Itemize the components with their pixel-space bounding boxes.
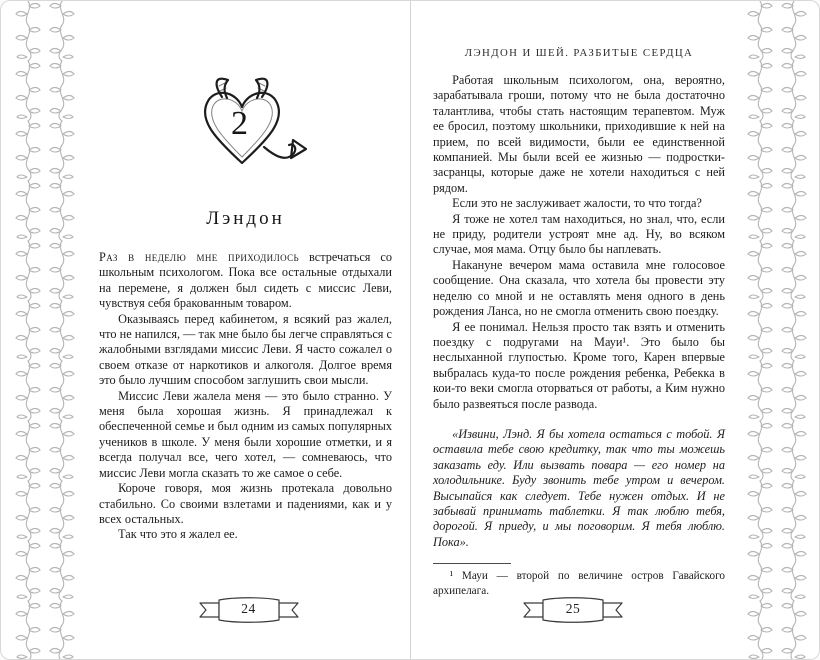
chapter-number: 2: [231, 105, 248, 142]
right-page-text: [433, 73, 725, 598]
left-page: [87, 1, 410, 659]
paragraph: Короче говоря, моя жизнь протекала довольно стабильно. Со своими взлетами и падениями, как и у всех остальных.: [99, 481, 392, 526]
paragraph: Так что это я жалел ее.: [118, 527, 238, 542]
page-number: 25: [565, 601, 581, 617]
chapter-head: [99, 73, 392, 230]
paragraph: Работая школьным психологом, она, вероятно, зарабатывала гроши, потому что не была достаточно талантлива, чтобы стать настоящим терапевтом. Муж ее бросил, поэтому школьники, приходившие к ней на прием, по всей видимости, были ее единственной компанией. Мы были всей ее жизнью — подростки-засранцы, которые даже не хотели находиться с ней рядом.: [433, 73, 725, 195]
paragraph: Я ее понимал. Нельзя просто так взять и отменить поездку с подругами на Мауи¹. Это было бы неслыханной глупостью. Кроме того, Карен впервые выбралась куда-то после рождения ребенка, Ребекка в кои-то веки смогла оторваться от работы, а Ким нужно было развеяться после развода.: [433, 319, 725, 411]
quote-paragraph: «Извини, Лэнд. Я бы хотела остаться с тобой. Я оставила тебе свою кредитку, так что ты можешь заказать еду. Или вызвать повара — его номер на холодильнике. Буду звонить тебе утром и вечером. Высыпайся как следует. Тебе нужен отдых. И не забывай принимать таблетки. Я так люблю тебя, дорогой. Я приеду, и мы поговорим. Я тебя люблю. Пока».: [433, 426, 725, 549]
running-header: ЛЭНДОН И ШЕЙ. РАЗБИТЫЕ СЕРДЦА: [464, 47, 694, 59]
page-number-ribbon-right: [517, 593, 629, 627]
paragraph: Миссис Леви жалела меня — это было странно. У меня была хорошая жизнь. Я принадлежал к обеспеченной семье и был одним из самых популярных учеников в школе. У меня были хорошие отметки, и я всегда получал все, чего хотел, — сомневаюсь, что миссис Леви могла сказать то же самое о себе.: [99, 388, 392, 480]
left-page-text: [99, 250, 392, 543]
floral-border-left: [1, 1, 87, 660]
page-number-ribbon-left: [193, 593, 305, 627]
paragraph: [99, 250, 392, 312]
paragraph: Оказываясь перед кабинетом, я всякий раз жалел, что не напился, — так мне было бы легче справляться с жалобными взглядами миссис Леви. Я часто сожалел о своем отказе от наркотиков и алкоголя. Долгое время это было лучшим способом заглушить свои мысли.: [99, 311, 392, 388]
footnote-rule: [433, 563, 511, 564]
paragraph: Я тоже не хотел там находиться, но знал, что, если не приду, родители устроят мне ад. Ну, во всяком случае, моя мама. Отцу было бы наплевать.: [433, 211, 725, 257]
paragraph: Если это не заслуживает жалости, то что тогда?: [452, 196, 702, 211]
opening-phrase: Раз в неделю мне приходилось: [99, 250, 300, 264]
right-page: [411, 1, 735, 659]
opening-rest: встречаться со школьным психологом. Пока все остальные отдыхали на перемене, я должен был сидеть с миссис Леви, чувствуя себя бракованным товаром.: [99, 250, 392, 311]
devil-heart-icon: [178, 73, 314, 191]
floral-border-right: [733, 1, 819, 660]
page-number: 24: [241, 601, 256, 617]
paragraph: Накануне вечером мама оставила мне голосовое сообщение. Она сказала, что хотела бы провести эту неделю со мной и не оставлять меня одного в день рождения Ланса, но не смогла отменить свою поездку.: [433, 257, 725, 319]
chapter-title: Лэндон: [206, 208, 285, 229]
footnote: ¹ Мауи — второй по величине остров Гавайского архипелага.: [433, 570, 725, 597]
